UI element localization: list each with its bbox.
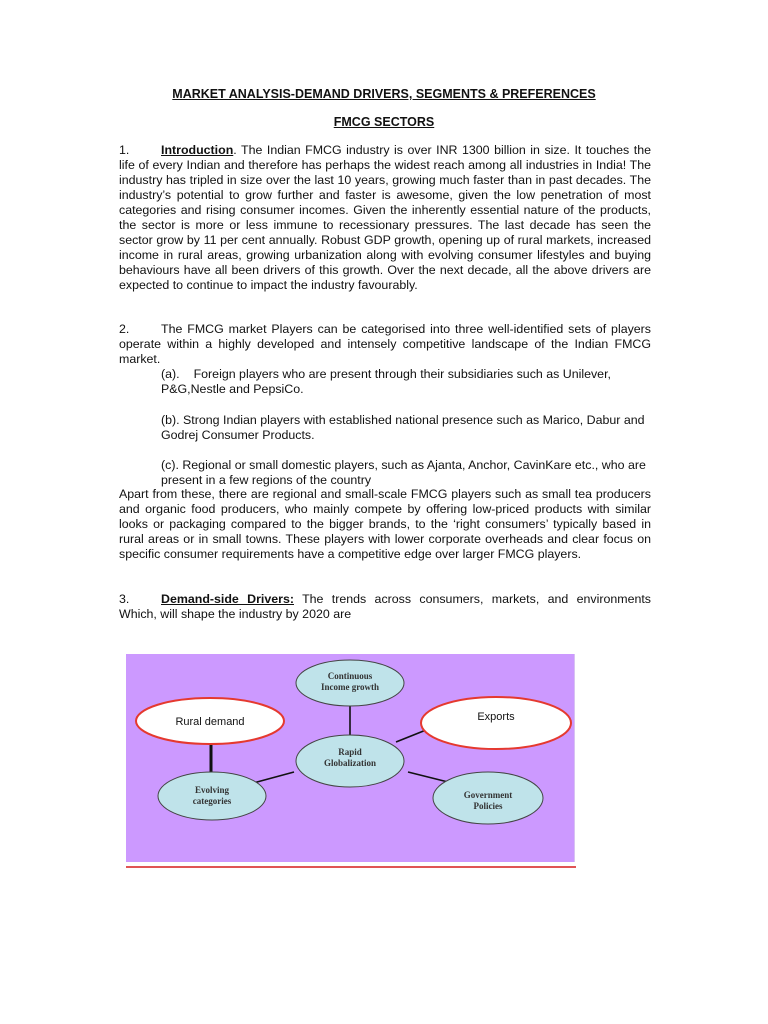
section-demand-drivers xyxy=(119,592,651,622)
document-subtitle: FMCG SECTORS xyxy=(333,115,435,129)
list-item-label: (b). xyxy=(161,413,180,427)
section-number: 1. xyxy=(119,143,130,157)
demand-drivers-diagram xyxy=(126,654,575,862)
list-item-a xyxy=(161,367,653,397)
list-item-text: Foreign players who are present through their subsidiaries such as Unilever, P&G,Nestle and PepsiCo. xyxy=(161,367,611,396)
list-item-label: (c). xyxy=(161,458,179,472)
section-text: The trends across consumers, markets, and environments Which, will shape the industry by 2020 are xyxy=(119,592,651,621)
node-top-line-2: Income growth xyxy=(320,682,380,692)
list-item-text: Strong Indian players with established national presence such as Marico, Dabur and Godrej Consumer Products. xyxy=(161,413,645,442)
section-players-continued: Apart from these, there are regional and small-scale FMCG players such as small tea producers and organic food producers, who mainly compete by offering low-priced products with similar looks or packaging compared to the bigger brands, to the ‘right consumers’ typically based in rural areas or in small towns. These players with lower corporate overheads and clear focus on specific consumer requirements have a competitive edge over larger FMCG players. xyxy=(119,487,651,561)
section-text: . The Indian FMCG industry is over INR 1300 billion in size. It touches the life of every Indian and therefore has perhaps the widest reach among all industries in India! The industry has tripled in size over the last 10 years, growing much faster than in past decades. The industry’s potential to grow further and faster is awesome, given the low penetration of most categories and rising consumer incomes. Given the inherently essential nature of the products, the sector is more or less immune to recessionary pressures. The last decade has seen the sector grow by 11 per cent annually. Robust GDP growth, opening up of rural markets, increased income in rural areas, growing urbanization along with evolving consumer lifestyles and buying behaviours have all been drivers of this growth. Over the next decade, all the above drivers are expected to continue to impact the industry favourably. xyxy=(119,143,651,292)
section-text: The FMCG market Players can be categorised into three well-identified sets of players operate within a highly developed and intensely competitive landscape of the Indian FMCG market. xyxy=(119,322,651,366)
list-item-c xyxy=(161,458,653,488)
section-heading: Demand-side Drivers: xyxy=(161,592,294,606)
callout-exports xyxy=(421,697,571,749)
diagram-canvas xyxy=(126,654,574,862)
document-title: MARKET ANALYSIS-DEMAND DRIVERS, SEGMENTS & PREFERENCES xyxy=(172,87,596,101)
node-right-line-2: Policies xyxy=(473,801,503,811)
node-right-line-1: Government xyxy=(463,790,513,800)
list-item-label: (a). xyxy=(161,367,180,381)
section-number: 2. xyxy=(119,322,130,336)
section-heading: Introduction xyxy=(161,143,234,157)
node-center-line-2: Globalization xyxy=(323,758,377,768)
node-left-line-2: categories xyxy=(192,796,232,806)
section-players xyxy=(119,322,651,367)
callout-rural-demand-label: Rural demand xyxy=(175,716,245,728)
list-item-text: Regional or small domestic players, such as Ajanta, Anchor, CavinKare etc., who are present in a few regions of the country xyxy=(161,458,646,487)
list-item-b xyxy=(161,413,653,443)
callout-exports-label: Exports xyxy=(477,711,515,723)
section-number: 3. xyxy=(119,592,130,606)
diagram-underline xyxy=(126,866,576,868)
node-top-line-1: Continuous xyxy=(327,671,373,681)
section-introduction xyxy=(119,143,651,293)
node-left-line-1: Evolving xyxy=(194,785,230,795)
node-center-line-1: Rapid xyxy=(338,747,362,757)
